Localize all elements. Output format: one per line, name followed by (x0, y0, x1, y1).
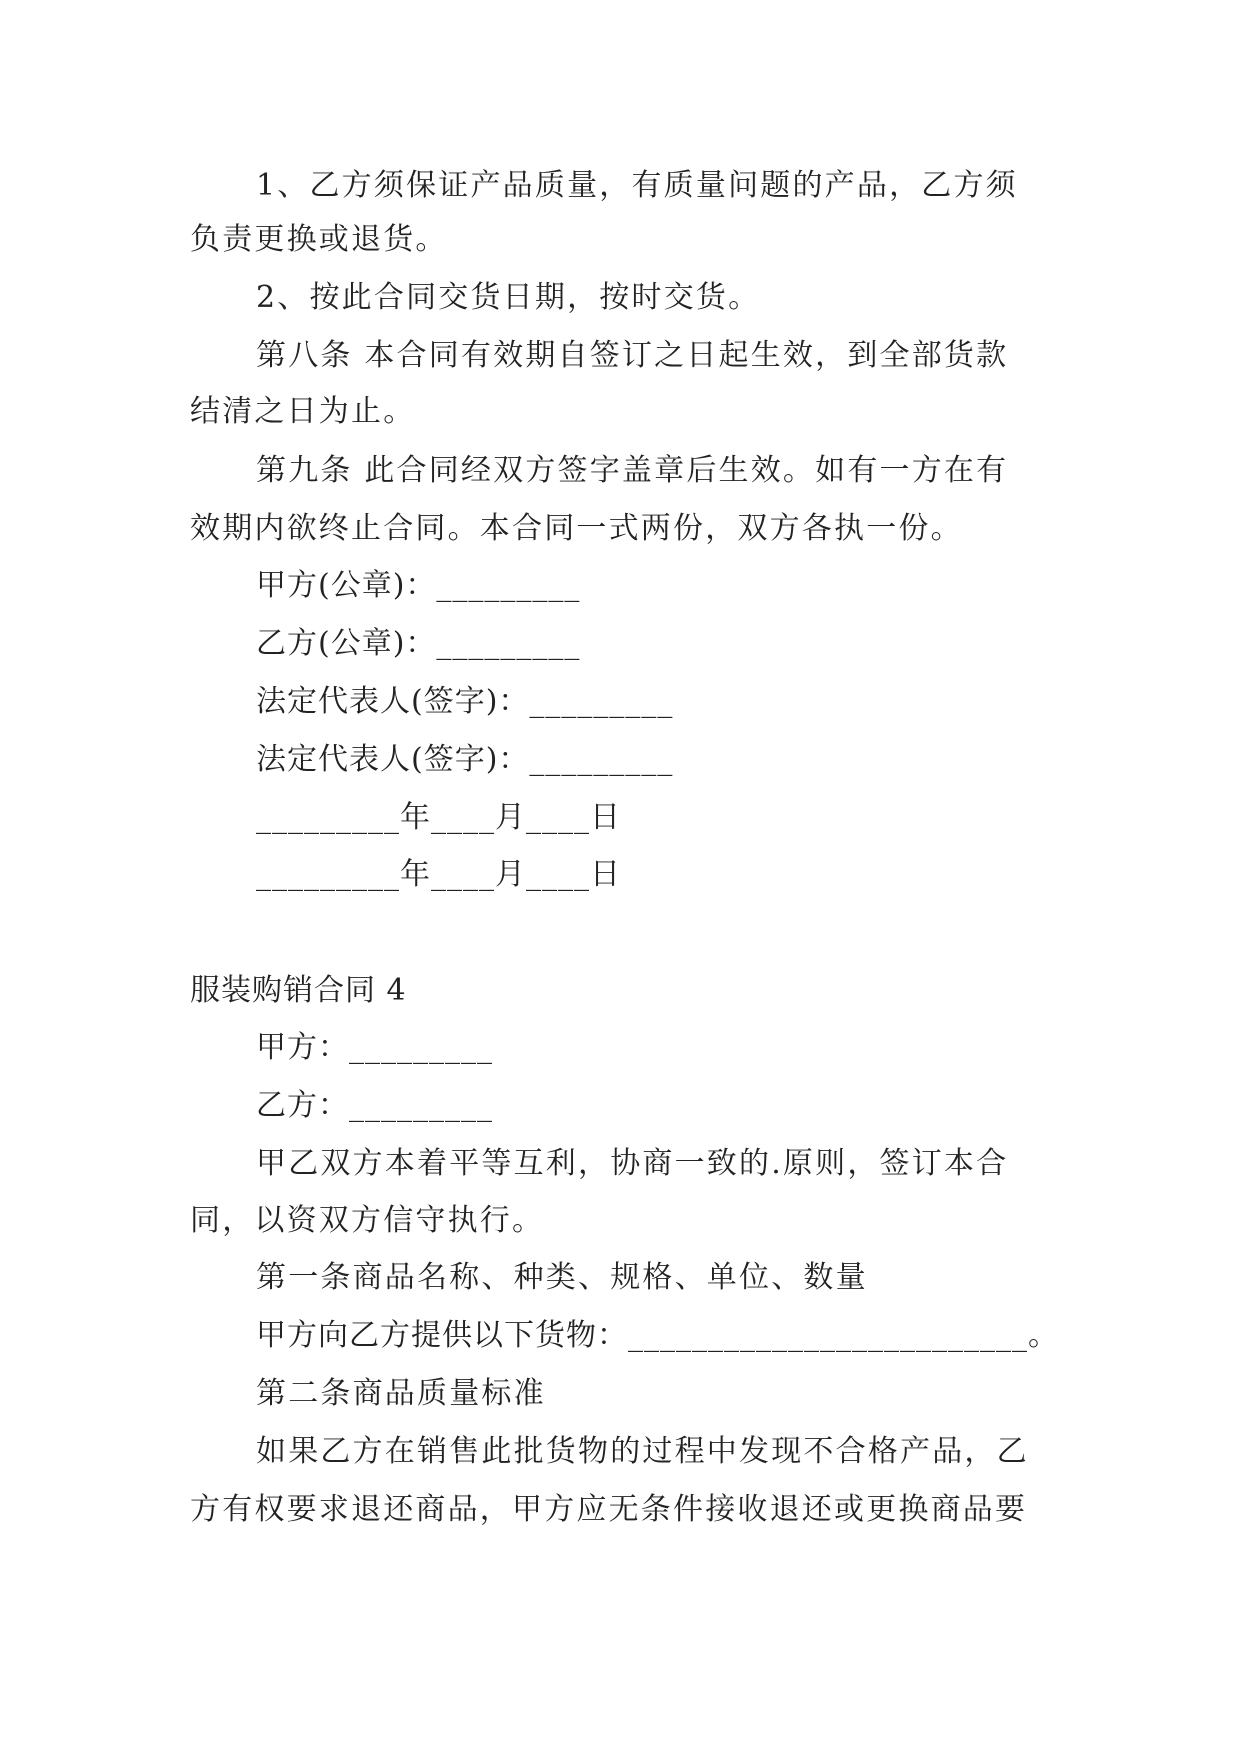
clause-7-item-1-line-2: 负责更换或退货。 (190, 222, 448, 257)
party-a-seal-line: 甲方(公章)：_________ (256, 568, 581, 603)
legal-rep-signature-line-1: 法定代表人(签字)：_________ (256, 684, 674, 719)
quality-line-1: 如果乙方在销售此批货物的过程中发现不合格产品，乙 (256, 1434, 1029, 1469)
party-b-line: 乙方：_________ (256, 1088, 493, 1123)
clause-7-item-1-line-1: 1、乙方须保证产品质量，有质量问题的产品，乙方须 (256, 168, 1018, 203)
legal-rep-signature-line-2: 法定代表人(签字)：_________ (256, 742, 674, 777)
quality-line-2: 方有权要求退还商品，甲方应无条件接收退还或更换商品要 (190, 1492, 1028, 1527)
article-1-heading: 第一条商品名称、种类、规格、单位、数量 (256, 1260, 868, 1295)
party-b-seal-line: 乙方(公章)：_________ (256, 626, 581, 661)
contract-4-title: 服装购销合同 4 (190, 973, 407, 1008)
clause-9-line-1: 第九条 此合同经双方签字盖章后生效。如有一方在有 (256, 453, 1009, 488)
date-line-1: _________年____月____日 (256, 800, 621, 835)
clause-8-line-2: 结清之日为止。 (190, 394, 416, 429)
clause-7-item-2: 2、按此合同交货日期，按时交货。 (256, 280, 761, 315)
clause-9-line-2: 效期内欲终止合同。本合同一式两份，双方各执一份。 (190, 511, 963, 546)
clause-8-line-1: 第八条 本合同有效期自签订之日起生效，到全部货款 (256, 338, 1009, 373)
preamble-line-2: 同，以资双方信守执行。 (190, 1203, 545, 1238)
date-line-2: _________年____月____日 (256, 857, 621, 892)
article-2-heading: 第二条商品质量标准 (256, 1376, 546, 1411)
party-a-line: 甲方：_________ (256, 1030, 493, 1065)
goods-line: 甲方向乙方提供以下货物：_________________________。 (256, 1318, 1059, 1353)
preamble-line-1: 甲乙双方本着平等互利，协商一致的.原则，签订本合 (256, 1146, 1009, 1181)
